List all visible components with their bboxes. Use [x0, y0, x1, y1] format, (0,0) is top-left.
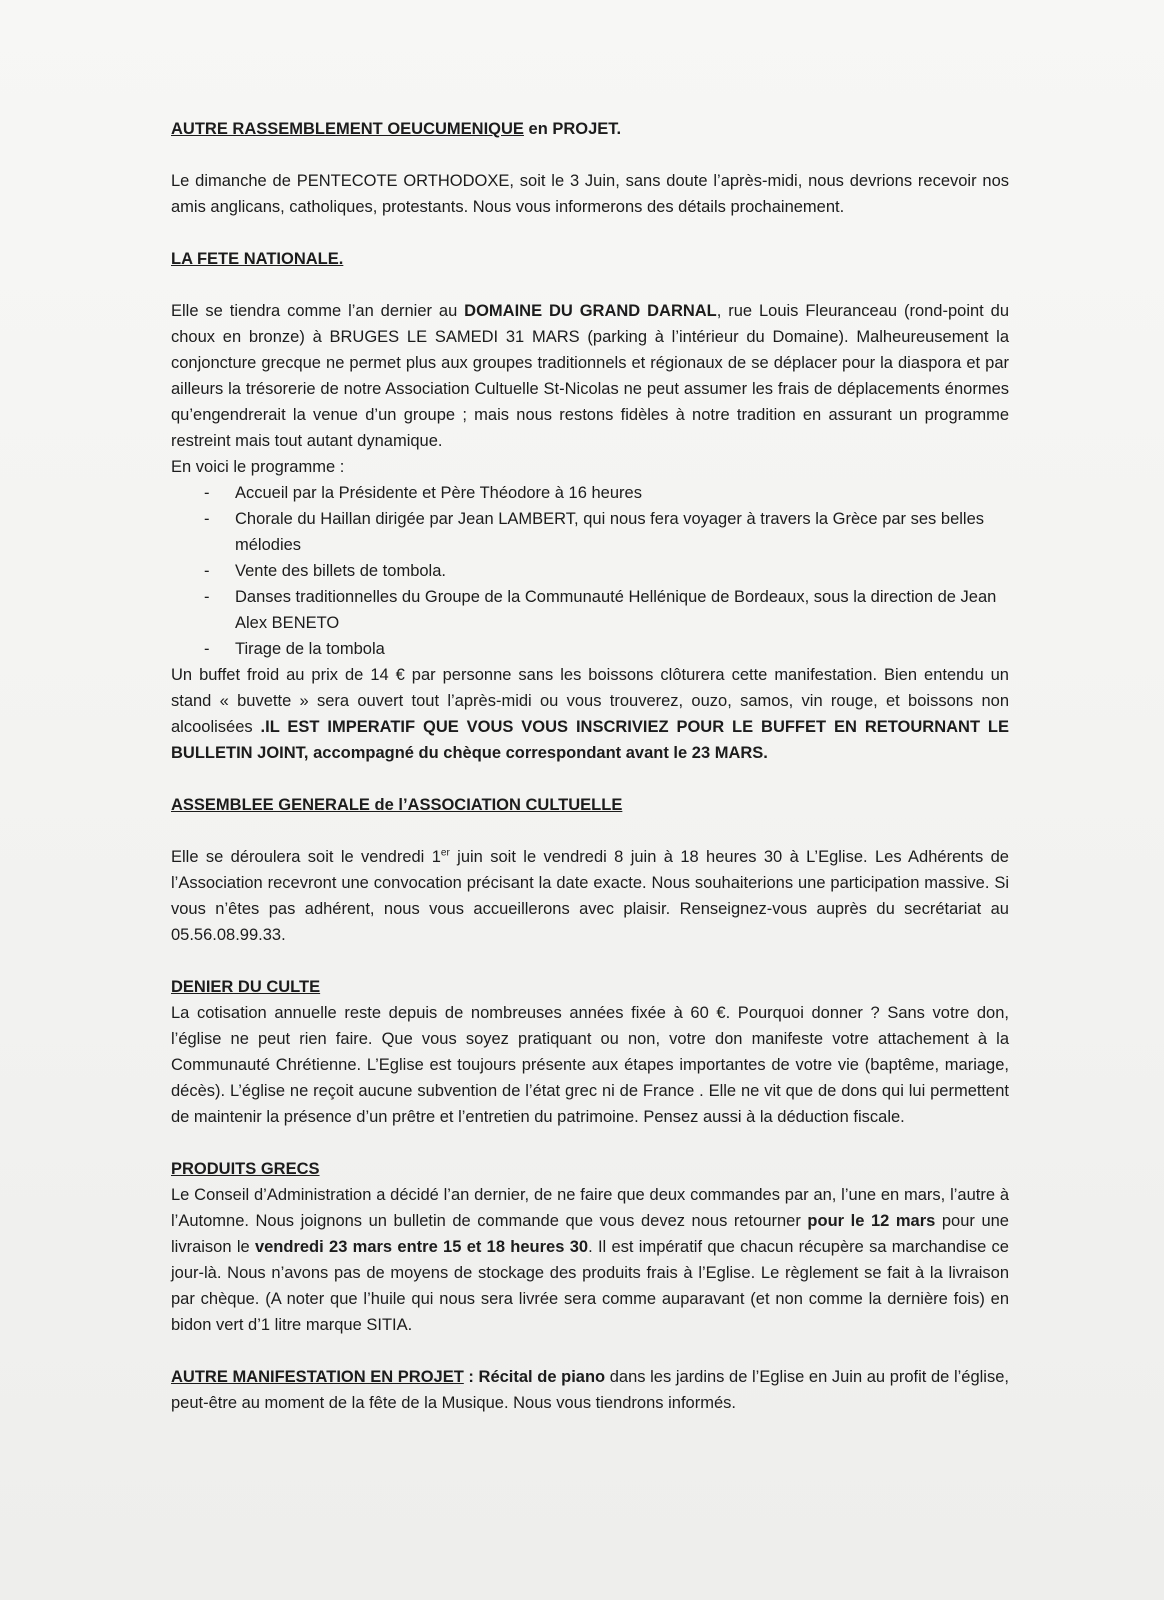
buffet-paragraph: Un buffet froid au prix de 14 € par personne sans les boissons clôturera cette manifestation. Bien entendu un stand « buvette » sera ouvert tout l’après-midi ou vous trouverez, ouzo, samos, vin rouge, et boissons non alcoolisées .IL EST IMPERATIF QUE VOUS VOUS INSCRIVIEZ POUR LE BUFFET EN RETOURNANT LE BULLETIN JOINT, accompagné du chèque correspondant avant le 23 MARS. [171, 666, 1010, 762]
programme-item: - Accueil par la Présidente et Père Théodore à 16 heures [171, 480, 1009, 506]
produits-paragraph: Le Conseil d’Administration a décidé l’an dernier, de ne faire que deux commandes par an, l’une en mars, l’autre à l’Automne. Nous joignons un bulletin de commande que vous devez nous retourner pour le 12 mars pour une livraison le vendredi 23 mars entre 15 et 18 heures 30. Il est impératif que chacun récupère sa marchandise ce jour-là. Nous n’avons pas de moyens de stockage des produits frais à l’Eglise. Le règlement se fait à la livraison par chèque. (A noter que l’huile qui nous sera livrée sera comme auparavant (et non comme la dernière fois) en bidon vert d’1 litre marque SITIA. [171, 1186, 1009, 1334]
oecumenique-paragraph: Le dimanche de PENTECOTE ORTHODOXE, soit le 3 Juin, sans doute l’après-midi, nous devrions recevoir nos amis anglicans, catholiques, protestants. Nous vous informerons des détails prochainement. [171, 172, 1009, 216]
section-title-denier: DENIER DU CULTE [171, 978, 321, 996]
section-title-autre-manifestation: AUTRE MANIFESTATION EN PROJET [171, 1368, 464, 1386]
autre-manifestation-paragraph: AUTRE MANIFESTATION EN PROJET : Récital de piano dans les jardins de l’Eglise en Juin au profit de l’église, peut-être au moment de la fête de la Musique. Nous vous tiendrons informés. [171, 1368, 1009, 1412]
denier-paragraph: La cotisation annuelle reste depuis de nombreuses années fixée à 60 €. Pourquoi donner ? Sans votre don, l’église ne peut rien faire. Que vous soyez pratiquant ou non, votre don manifeste votre attachement à la Communauté Chrétienne. L’Eglise est toujours présente aux étapes importantes de votre vie (baptême, mariage, décès). L’église ne reçoit aucune subvention de l’état grec ni de France . Elle ne vit que de dons qui lui permettent de maintenir la présence d’un prêtre et l’entretien du patrimoine. Pensez aussi à la déduction fiscale. [171, 1004, 1009, 1126]
programme-item: - Vente des billets de tombola. [171, 558, 1009, 584]
fete-paragraph: Elle se tiendra comme l’an dernier au DOMAINE DU GRAND DARNAL, rue Louis Fleuranceau (rond-point du choux en bronze) à BRUGES LE SAMEDI 31 MARS (parking à l’intérieur du Domaine). Malheureusement la conjoncture grecque ne permet plus aux groupes traditionnels et régionaux de se déplacer pour la diaspora et par ailleurs la trésorerie de notre Association Cultuelle St-Nicolas ne peut assumer les frais de déplacements énormes qu’engendrerait la venue d’un groupe ; mais nous restons fidèles à notre tradition en assurant un programme restreint mais tout autant dynamique. [171, 302, 1009, 450]
newsletter-content [171, 116, 1009, 1416]
section-title-oecumenique: AUTRE RASSEMBLEMENT OEUCUMENIQUE en PROJET. [171, 120, 622, 138]
programme-list [171, 480, 1009, 662]
programme-item: - Tirage de la tombola [171, 636, 1009, 662]
programme-item: - Danses traditionnelles du Groupe de la Communauté Hellénique de Bordeaux, sous la direction de Jean Alex BENETO [171, 584, 1009, 636]
section-title-fete-nationale: LA FETE NATIONALE. [171, 250, 344, 268]
assemblee-paragraph: Elle se déroulera soit le vendredi 1er juin soit le vendredi 8 juin à 18 heures 30 à L’Eglise. Les Adhérents de l’Association recevront une convocation précisant la date exacte. Nous souhaiterions une participation massive. Si vous n’êtes pas adhérent, nous vous accueillerons avec plaisir. Renseignez-vous auprès du secrétariat au 05.56.08.99.33. [171, 847, 1009, 944]
section-title-produits: PRODUITS GRECS [171, 1160, 320, 1178]
section-title-assemblee: ASSEMBLEE GENERALE de l’ASSOCIATION CULTUELLE [171, 796, 623, 814]
programme-item: - Chorale du Haillan dirigée par Jean LAMBERT, qui nous fera voyager à travers la Grèce par ses belles mélodies [171, 506, 1009, 558]
programme-intro: En voici le programme : [171, 458, 345, 476]
